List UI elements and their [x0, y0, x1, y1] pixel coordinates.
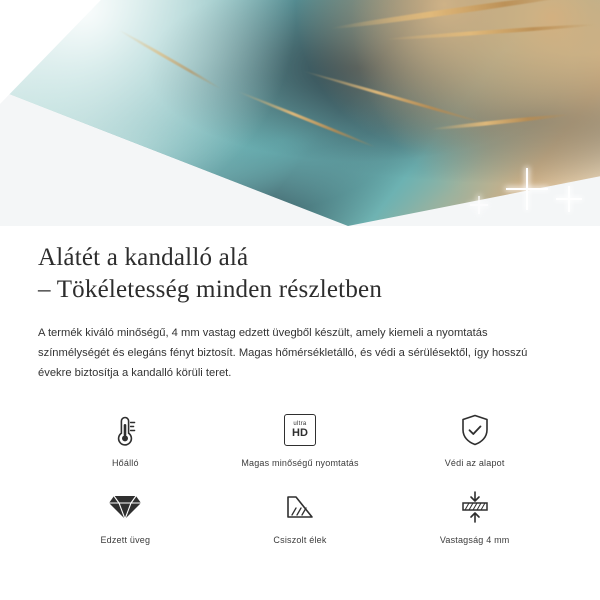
polished-edges-icon: [282, 486, 318, 528]
content-area: [0, 242, 600, 545]
shield-check-icon: [458, 409, 492, 451]
page-title-line-1: Alátét a kandalló alá: [38, 244, 249, 271]
feature-label: Hőálló: [111, 457, 139, 468]
feature-label: Védi az alapot: [444, 457, 505, 468]
sparkle-icon: [556, 186, 582, 212]
feature-label: Magas minőségű nyomtatás: [241, 457, 359, 468]
feature-item: [387, 486, 562, 545]
hero-product-image: [0, 0, 600, 226]
ultra-hd-badge-top: ultra: [293, 420, 307, 427]
ultra-hd-badge: [284, 414, 316, 446]
description-paragraph: A termék kiváló minőségű, 4 mm vastag edzett üvegből készült, amely kiemeli a nyomtatás színmélységét és elegáns fényt biztosít. Magas hőmérsékletálló, és védi a sérülésektől, így hosszú évekre biztosítja a kandalló körüli teret.: [38, 326, 528, 379]
diamond-icon: [107, 486, 143, 528]
feature-item: [213, 409, 388, 468]
page-title: [38, 242, 562, 306]
feature-label: Csiszolt élek: [273, 534, 327, 545]
feature-item: [387, 409, 562, 468]
ultra-hd-badge-bottom: HD: [292, 426, 308, 439]
marble-glass-artwork: [0, 0, 600, 226]
ultra-hd-icon: [284, 409, 316, 451]
feature-label: Edzett üveg: [100, 534, 151, 545]
page-title-line-2: – Tökéletesség minden részletben: [38, 276, 383, 303]
feature-item: [38, 409, 213, 468]
feature-item: [38, 486, 213, 545]
feature-item: [213, 486, 388, 545]
feature-label: Vastagság 4 mm: [439, 534, 510, 545]
feature-grid: [38, 409, 562, 545]
thermometer-icon: [108, 409, 142, 451]
thickness-icon: [456, 486, 494, 528]
